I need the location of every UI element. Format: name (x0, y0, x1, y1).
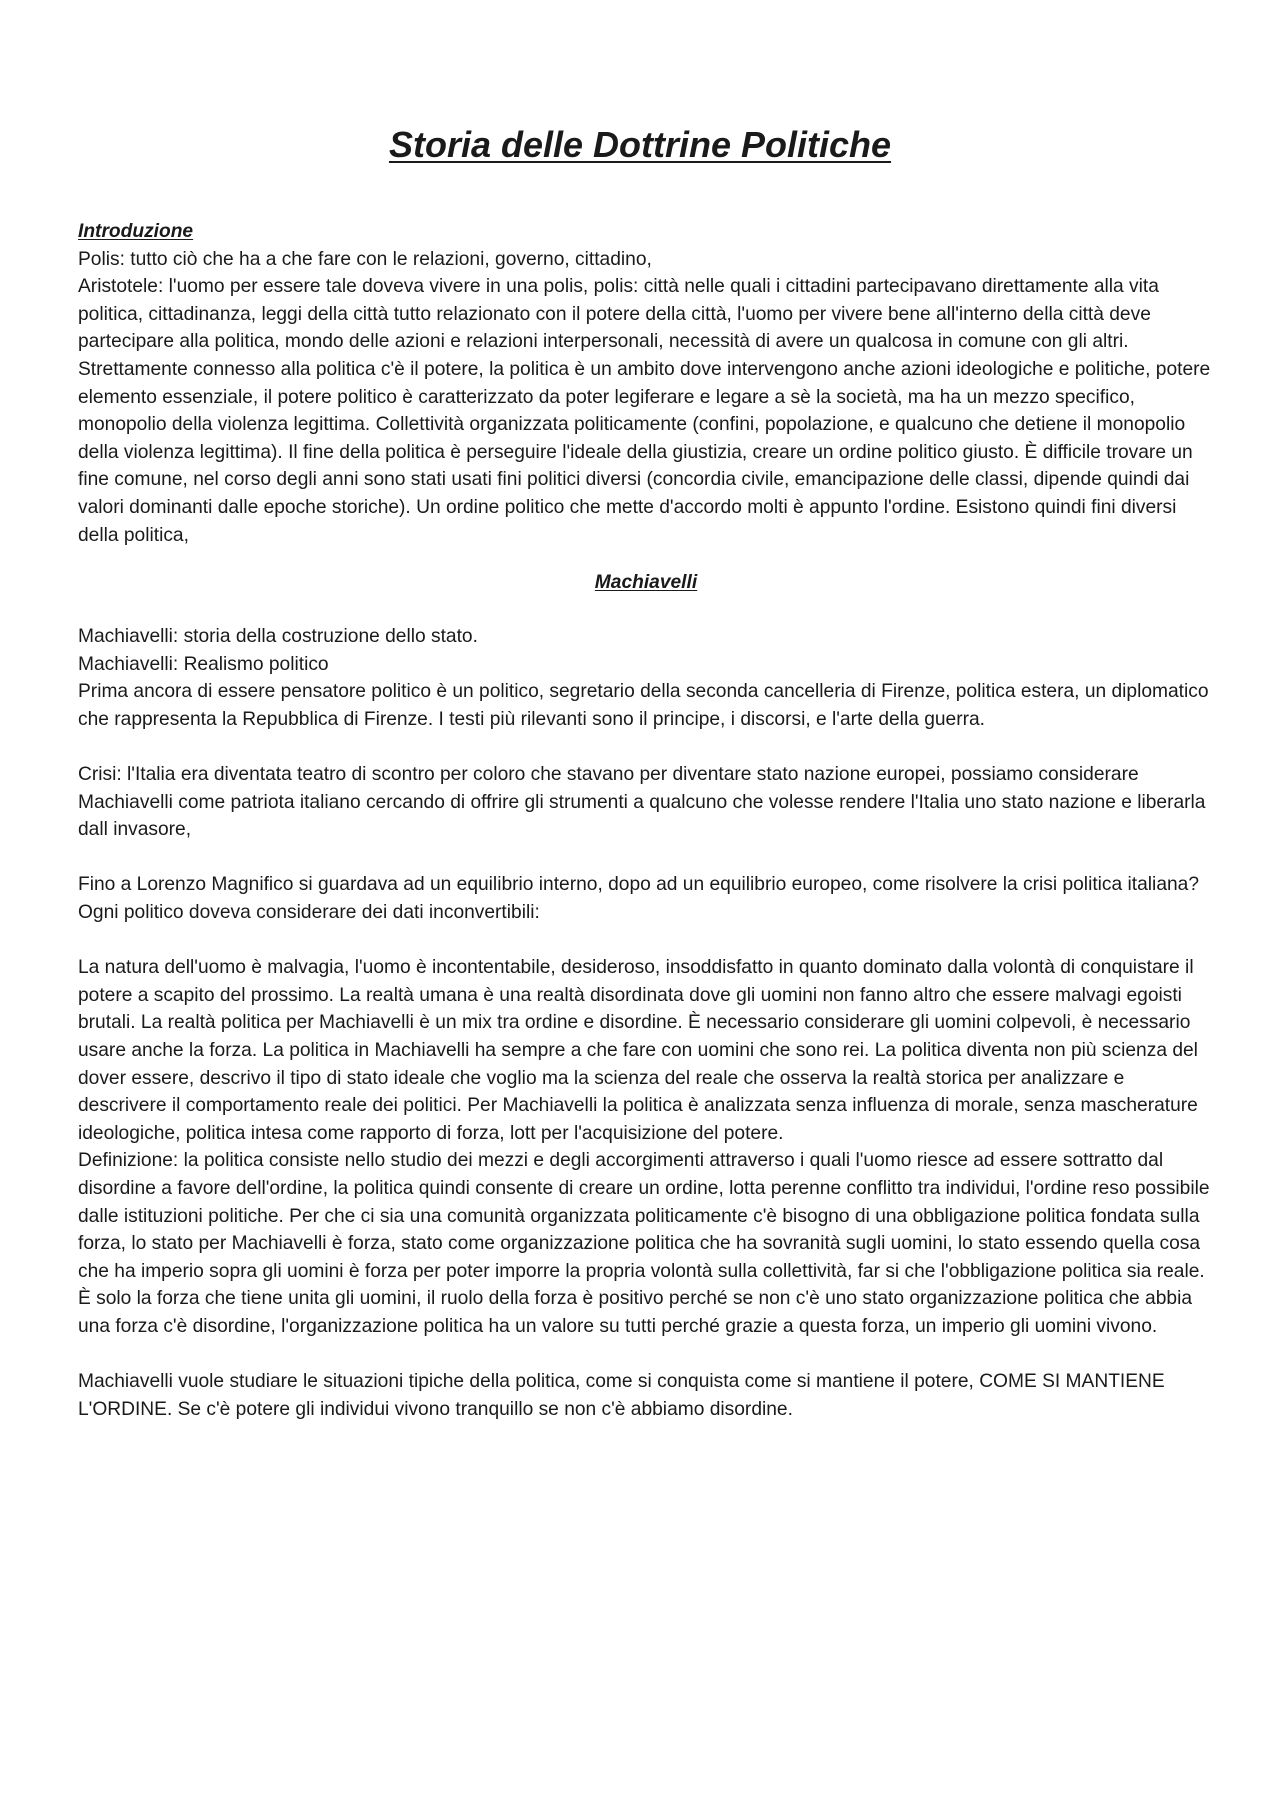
document-body (78, 218, 1214, 1423)
paragraph-line: Machiavelli: storia della costruzione dello stato. (78, 626, 478, 648)
paragraph: Crisi: l'Italia era diventata teatro di scontro per coloro che stavano per diventare stato nazione europei, possiamo considerare Machiavelli come patriota italiano cercando di offrire gli strumenti a qualcuno che volesse rendere l'Italia uno stato nazione e liberarla dall invasore, (78, 764, 1206, 841)
paragraph: È solo la forza che tiene unita gli uomini, il ruolo della forza è positivo perché se non c'è uno stato organizzazione politica che abbia una forza c'è disordine, l'organizzazione politica ha un valore su tutti perché grazie a questa forza, un imperio gli uomini vivono. (78, 1288, 1193, 1337)
paragraph: Fino a Lorenzo Magnifico si guardava ad un equilibrio interno, dopo ad un equilibrio europeo, come risolvere la crisi politica italiana? Ogni politico doveva considerare dei dati inconvertibili: (78, 874, 1199, 924)
paragraph: Aristotele: l'uomo per essere tale doveva vivere in una polis, polis: città nelle quali i cittadini partecipavano direttamente alla vita politica, cittadinanza, leggi della città tutto relazionato con il potere della città, l'uomo per vivere bene all'interno della città deve partecipare alla politica, mondo delle azioni e relazioni interpersonali, necessità di avere un qualcosa in comune con gli altri. Strettamente connesso alla politica c'è il potere, la politica è un ambito dove intervengono anche azioni ideologiche e politiche, potere elemento essenziale, il potere politico è caratterizzato da poter legiferare e legare a sè la società, ma ha un mezzo specifico, monopolio della violenza legittima. Collettività organizzata politicamente (confini, popolazione, e qualcuno che detiene il monopolio della violenza legittima). Il fine della politica è perseguire l'ideale della giustizia, creare un ordine politico giusto. È difficile trovare un fine comune, nel corso degli anni sono stati usati fini politici diversi (concordia civile, emancipazione delle classi, dipende quindi dai valori dominanti dalle epoche storiche). Un ordine politico che mette d'accordo molti è appunto l'ordine. Esistono quindi fini diversi della politica, (78, 276, 1211, 546)
paragraph: La natura dell'uomo è malvagia, l'uomo è incontentabile, desideroso, insoddisfatto in quanto dominato dalla volontà di conquistare il potere a scapito del prossimo. La realtà umana è una realtà disordinata dove gli uomini non fanno altro che essere malvagi egoisti brutali. La realtà politica per Machiavelli è un mix tra ordine e disordine. È necessario considerare gli uomini colpevoli, è necessario usare anche la forza. La politica in Machiavelli ha sempre a che fare con uomini che sono rei. La politica diventa non più scienza del dover essere, descrivo il tipo di stato ideale che voglio ma la scienza del reale che osserva la realtà storica per analizzare e descrivere il comportamento reale dei politici. Per Machiavelli la politica è analizzata senza influenza di morale, senza mascherature ideologiche, politica intesa come rapporto di forza, lott per l'acquisizione del potere. (78, 957, 1198, 1144)
spacer (78, 597, 1214, 623)
page-title: Storia delle Dottrine Politiche (388, 124, 892, 165)
paragraph: Machiavelli vuole studiare le situazioni tipiche della politica, come si conquista come si mantiene il potere, COME SI MANTIENE L'ORDINE. Se c'è potere gli individui vivono tranquillo se non c'è abbiamo disordine. (78, 1371, 1165, 1420)
paragraph-line: Polis: tutto ciò che ha a che fare con le relazioni, governo, cittadino, (78, 248, 652, 270)
spacer (78, 844, 1214, 872)
paragraph: Prima ancora di essere pensatore politico è un politico, segretario della seconda cancelleria di Firenze, politica estera, un diplomatico che rappresenta la Repubblica di Firenze. I testi più rilevanti sono il principe, i discorsi, e l'arte della guerra. (78, 681, 1209, 730)
spacer (78, 927, 1214, 955)
section-heading-introduzione: Introduzione (78, 221, 194, 242)
spacer (78, 1341, 1214, 1369)
paragraph-line: Machiavelli: Realismo politico (78, 653, 329, 675)
section-heading-machiavelli: Machiavelli (594, 572, 698, 594)
spacer (78, 734, 1214, 762)
paragraph: Definizione: la politica consiste nello studio dei mezzi e degli accorgimenti attraverso i quali l'uomo riesce ad essere sottratto dal disordine a favore dell'ordine, la politica quindi consente di creare un ordine, lotta perenne conflitto tra individui, l'ordine reso possibile dalle istituzioni politiche. Per che ci sia una comunità organizzata politicamente c'è bisogno di una obbligazione politica fondata sulla forza, lo stato per Machiavelli è forza, stato come organizzazione politica che ha sovranità sugli uomini, lo stato essendo quella cosa che ha imperio sopra gli uomini è forza per poter imporre la propria volontà sulla collettività, far si che l'obbligazione politica sia reale. (78, 1150, 1210, 1282)
